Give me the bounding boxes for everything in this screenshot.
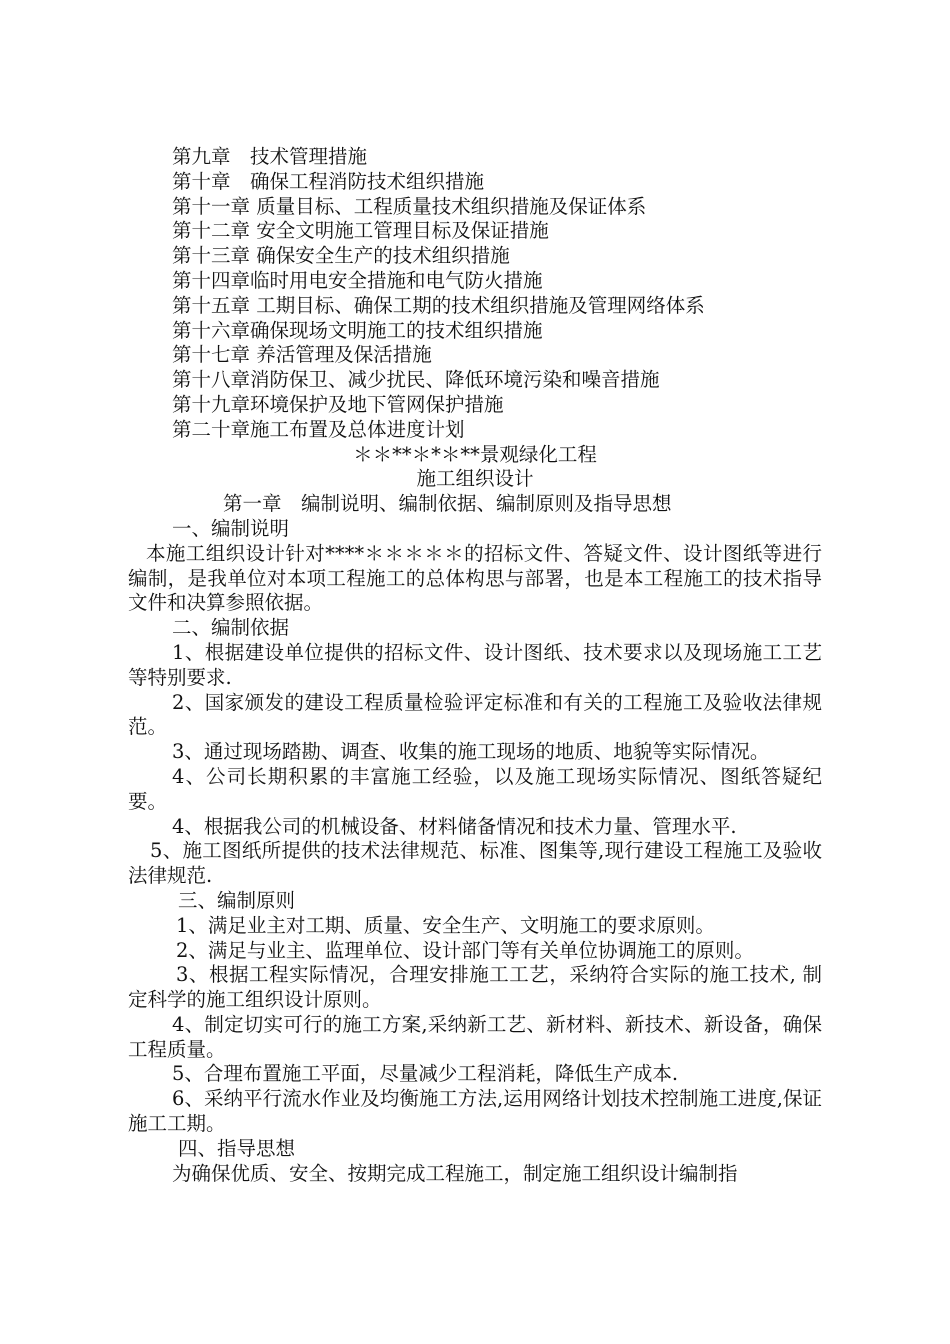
- document-title: 施工组织设计: [416, 467, 534, 491]
- section-heading: 三、编制原则: [178, 888, 296, 912]
- list-item: 2、国家颁发的建设工程质量检验评定标准和有关的工程施工及验收法律规范。: [128, 690, 822, 739]
- toc-item: 第二十章施工布置及总体进度计划: [172, 417, 465, 441]
- section-heading: 一、编制说明: [172, 516, 290, 540]
- toc-item: 第十二章 安全文明施工管理目标及保证措施: [172, 219, 549, 243]
- list-item: 3、通过现场踏勘、调查、收集的施工现场的地质、地貌等实际情况。: [172, 740, 770, 764]
- toc-item: 第十五章 工期目标、确保工期的技术组织措施及管理网络体系: [172, 293, 705, 317]
- toc-item: 第十九章环境保护及地下管网保护措施: [172, 392, 504, 416]
- list-item: 4、制定切实可行的施工方案,采纳新工艺、新材料、新技术、新设备，确保工程质量。: [128, 1012, 822, 1061]
- toc-item: 第十六章确保现场文明施工的技术组织措施: [172, 318, 543, 342]
- chapter-heading: 第一章 编制说明、编制依据、编制原则及指导思想: [223, 492, 672, 516]
- paragraph: 为确保优质、安全、按期完成工程施工，制定施工组织设计编制指: [172, 1161, 738, 1185]
- section-heading: 二、编制依据: [172, 616, 290, 640]
- table-of-contents: [128, 145, 822, 443]
- list-item: 1、满足业主对工期、质量、安全生产、文明施工的要求原则。: [176, 913, 715, 937]
- toc-item: 第十四章临时用电安全措施和电气防火措施: [172, 268, 543, 292]
- toc-item: 第九章 技术管理措施: [172, 145, 368, 168]
- toc-item: 第十三章 确保安全生产的技术组织措施: [172, 244, 510, 268]
- toc-item: 第十章 确保工程消防技术组织措施: [172, 169, 485, 193]
- list-item: 5、合理布置施工平面，尽量减少工程消耗，降低生产成本.: [172, 1062, 679, 1086]
- toc-item: 第十八章消防保卫、减少扰民、降低环境污染和噪音措施: [172, 368, 660, 392]
- paragraph: 本施工组织设计针对****＊＊＊＊＊的招标文件、答疑文件、设计图纸等进行编制，是我单位对本项工程施工的总体构思与部署，也是本工程施工的技术指导文件和决算参照依据。: [128, 541, 822, 615]
- list-item: 2、满足与业主、监理单位、设计部门等有关单位协调施工的原则。: [176, 938, 754, 962]
- list-item: 6、采纳平行流水作业及均衡施工方法,运用网络计划技术控制施工进度,保证施工工期。: [128, 1087, 822, 1136]
- document-page: [128, 145, 822, 1186]
- project-title: ＊＊**＊*＊**景观绿化工程: [353, 442, 597, 466]
- list-item: 3、根据工程实际情况，合理安排施工工艺，采纳符合实际的施工技术, 制定科学的施工组织设计原则。: [128, 963, 822, 1012]
- section-heading: 四、指导思想: [178, 1136, 296, 1160]
- list-item: 4、根据我公司的机械设备、材料储备情况和技术力量、管理水平.: [172, 814, 737, 838]
- toc-item: 第十七章 养活管理及保活措施: [172, 343, 432, 367]
- toc-item: 第十一章 质量目标、工程质量技术组织措施及保证体系: [172, 194, 647, 218]
- list-item: 5、施工图纸所提供的技术法律规范、标准、图集等,现行建设工程施工及验收法律规范.: [128, 839, 822, 888]
- list-item: 4、公司长期积累的丰富施工经验，以及施工现场实际情况、图纸答疑纪要。: [128, 764, 822, 813]
- list-item: 1、根据建设单位提供的招标文件、设计图纸、技术要求以及现场施工工艺等特别要求.: [128, 640, 822, 689]
